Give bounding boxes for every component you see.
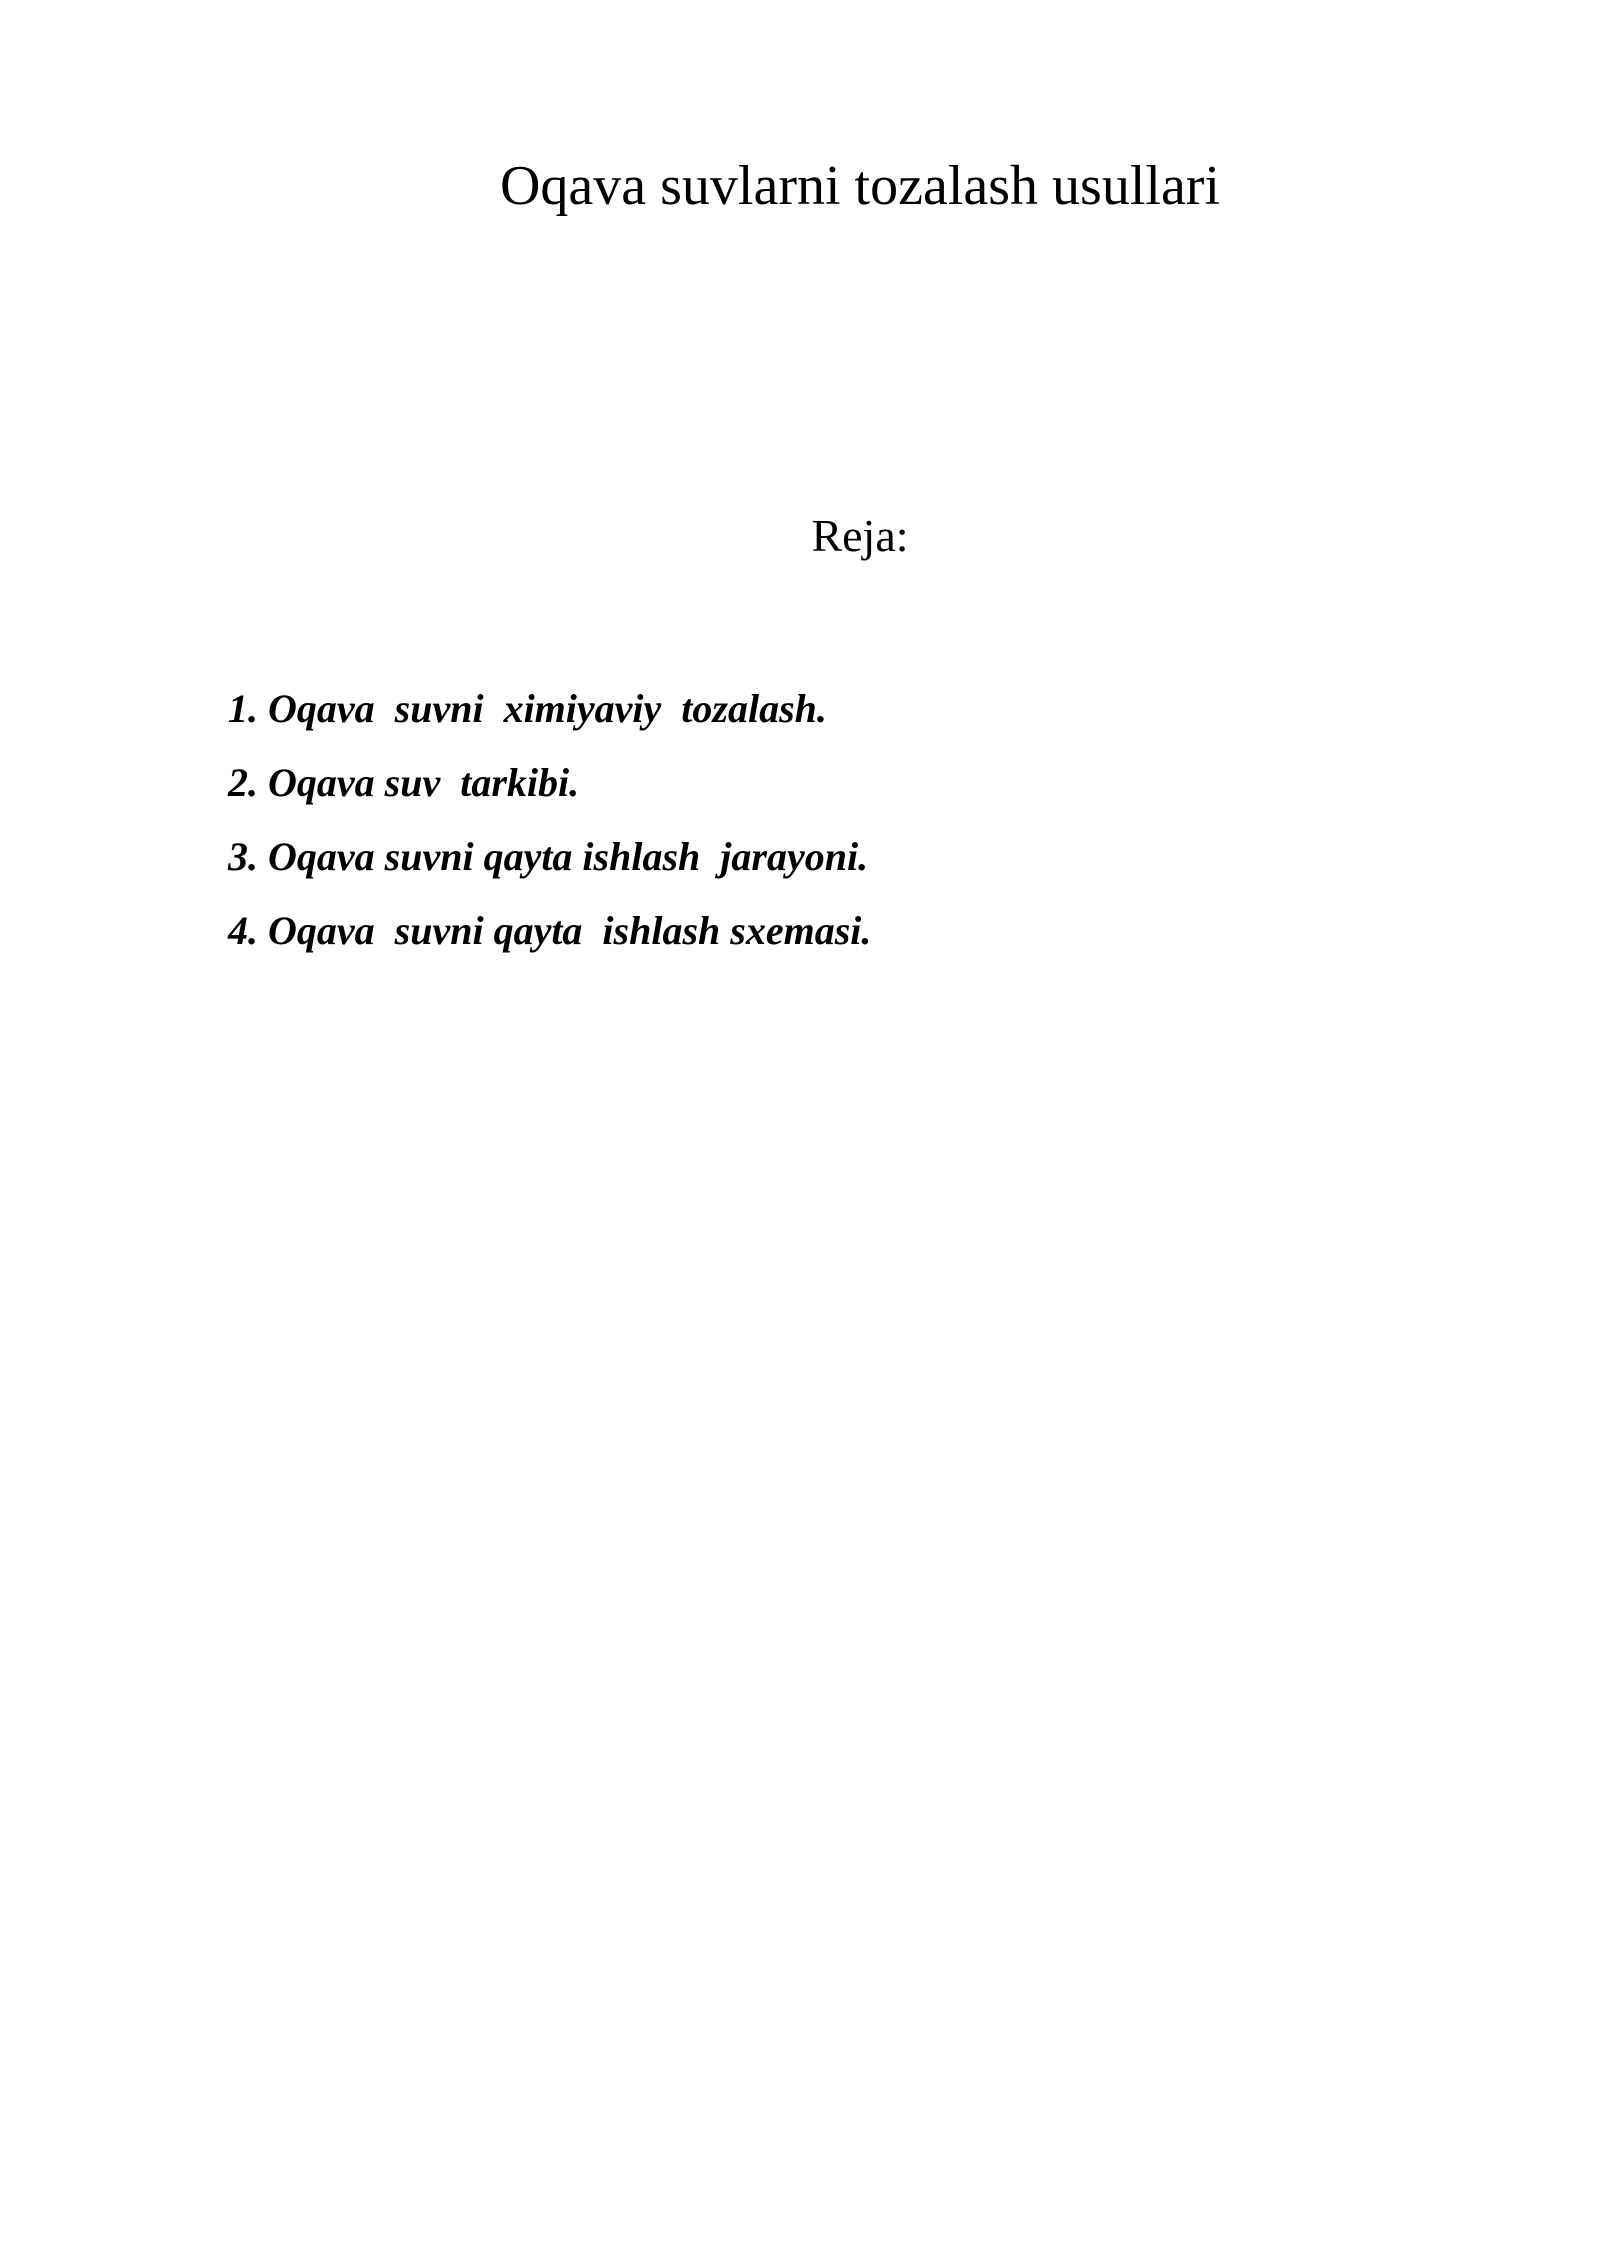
plan-item-3: 3. Oqava suvni qayta ishlash jarayoni. xyxy=(228,834,869,879)
plan-item-4: 4. Oqava suvni qayta ishlash sxemasi. xyxy=(228,908,872,953)
plan-item-1: 1. Oqava suvni ximiyaviy tozalash. xyxy=(228,686,827,731)
plan-list xyxy=(228,672,871,968)
page-title: Oqava suvlarni tozalash usullari xyxy=(499,155,1220,217)
plan-heading: Reja: xyxy=(811,510,909,561)
plan-item-2: 2. Oqava suv tarkibi. xyxy=(228,760,580,805)
